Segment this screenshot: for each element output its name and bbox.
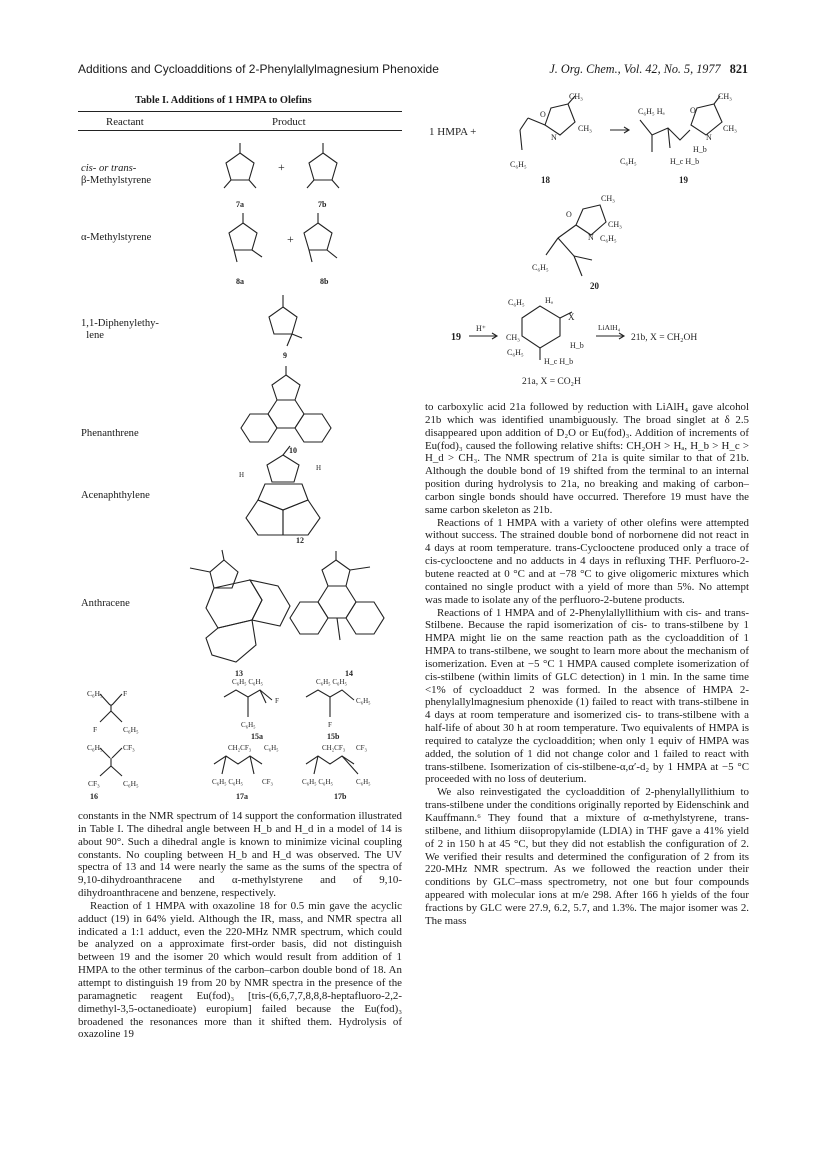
- svg-text:C₆H₅: C₆H₅: [510, 160, 527, 169]
- svg-text:CF₃: CF₃: [356, 744, 368, 752]
- svg-text:CH₂CF₃: CH₂CF₃: [322, 744, 346, 752]
- svg-text:C₆H₅ C₆H₅: C₆H₅ C₆H₅: [316, 678, 347, 686]
- svg-text:C₆H₅ Hₐ: C₆H₅ Hₐ: [638, 107, 665, 116]
- svg-text:F: F: [328, 721, 332, 729]
- label-8b: 8b: [320, 277, 329, 286]
- svg-text:C₆H₅: C₆H₅: [532, 263, 549, 272]
- label-15a: 15a: [251, 732, 263, 741]
- svg-text:C₆H₅ C₆H₅: C₆H₅ C₆H₅: [302, 778, 333, 786]
- svg-text:CH₃: CH₃: [569, 92, 583, 101]
- svg-text:19: 19: [451, 332, 461, 343]
- svg-text:CF₃: CF₃: [262, 778, 274, 786]
- label-17b: 17b: [334, 792, 347, 801]
- table-col-reactant: Reactant: [106, 116, 144, 128]
- svg-text:Hₐ: Hₐ: [545, 296, 553, 305]
- paragraph: We also reinvestigated the cycloaddition of 2-phenylallyllithium to trans-stilbene under the conditions originally reported by Eidenschink and Kauffmann.⁶ They found that a mixture of α-methylstyrene, trans-stilbene, and lithium diisopropylamide (LDIA) in THF gave a 41% yield of 2 in 150 h at 45 °C, but they did not establish the configuration of 2. We verified their results and determined the configuration of 2 from its 220-MHz NMR spectrum. As we followed the reaction under their conditions by GLC–mass spectrometry, not one but four compounds appeared with molecular ions at m/e 298. After 166 h yields of the four fractions by GLC were 27.9, 6.2, 5.7, and 1.3%. The major isomer was 2. The mass: [425, 786, 749, 927]
- running-header-title: Additions and Cycloadditions of 2-Phenylallylmagnesium Phenoxide: [78, 62, 439, 76]
- reactant-diphenylethylene: 1,1-Diphenylethy- lene: [81, 318, 159, 341]
- svg-text:CH₃: CH₃: [608, 220, 622, 229]
- svg-text:N: N: [551, 133, 557, 142]
- svg-text:X: X: [568, 312, 575, 322]
- left-column: [78, 810, 402, 1041]
- label-10: 10: [289, 446, 297, 455]
- svg-text:C₆H₅: C₆H₅: [356, 697, 371, 705]
- label-17a: 17a: [236, 792, 248, 801]
- label-9: 9: [283, 351, 287, 360]
- svg-text:F: F: [275, 697, 279, 705]
- svg-text:C₆H₅: C₆H₅: [123, 725, 139, 734]
- label-21a: 21a, X = CO₂H: [522, 377, 581, 387]
- svg-text:CH₃: CH₃: [723, 124, 737, 133]
- label-20: 20: [590, 281, 599, 291]
- svg-text:N: N: [706, 133, 712, 142]
- svg-text:CH₂CF₃: CH₂CF₃: [228, 744, 252, 752]
- table-title: Table I. Additions of 1 HMPA to Olefins: [135, 95, 312, 106]
- label-15b: 15b: [327, 732, 340, 741]
- label-8a: 8a: [236, 277, 244, 286]
- svg-text:CH₃: CH₃: [718, 92, 732, 101]
- svg-text:C₆H₅: C₆H₅: [241, 721, 256, 729]
- label-16: 16: [90, 792, 98, 801]
- reactant-anthracene: Anthracene: [81, 598, 130, 609]
- svg-text:H: H: [239, 471, 245, 479]
- reactant-methylstyrene: cis- or trans- β-Methylstyrene: [81, 163, 152, 186]
- svg-text:C₆H₅: C₆H₅: [87, 743, 103, 752]
- right-column: [425, 401, 749, 928]
- paragraph: Reactions of 1 HMPA and of 2-Phenylallyllithium with cis- and trans-Stilbene. Because the rapid isomerization of cis- to trans-stilbene by 1 HMPA might lie on the same reaction path as the cycloaddition of 1 HMPA to trans-stilbene, we sought to learn more about the mechanism of isomerization. Even at −5 °C 1 HMPA caused complete isomerization of cis-stilbene (within limits of GLC detection) in 1 min. In the same time <1% of cycloadduct 2 was formed. In the absence of HMPA 2-phenylallylmagnesium phenoxide (1) failed to react with trans-stilbene in 4 days at room temperature and isomerized cis- to trans-stilbene with a half-life of about 30 h at room temperature. Two equivalents of HMPA is required to catalyze the cycloaddition; when only 1 equiv of HMPA was added, the solution of 1 did not change color and 1 failed to react with trans-stilbene. Isomerization of cis-stilbene-α,α′-d₂ by 1 HMPA at −5 °C proceeded with no loss of deuterium.: [425, 606, 749, 786]
- reactant-phenanthrene: Phenanthrene: [81, 428, 139, 439]
- reactant-acenaphthylene: Acenaphthylene: [81, 490, 150, 501]
- svg-text:C₆H₅: C₆H₅: [264, 744, 279, 752]
- paragraph: to carboxylic acid 21a followed by reduction with LiAlH₄ gave alcohol 21b which was identified unambiguously. The broad singlet at δ 2.5 disappeared upon addition of D₂O or Eu(fod)₃. Addition of increments of Eu(fod)₃ caused the following relative shifts: CH₂OH > Hₐ, H_b > H_c > H_d > CH₃. The NMR spectrum of 21a is quite similar to that of 21b. Although the double bond of 19 shifted from the terminal to an internal position during hydrolysis to 21a, no breaking and making of carbon–carbon single bonds should have occurred. Therefore 19 must have the same carbon skeleton as 21b.: [425, 401, 749, 516]
- svg-text:H_b: H_b: [693, 145, 707, 154]
- svg-text:C₆H₅: C₆H₅: [620, 157, 637, 166]
- svg-text:CH₃: CH₃: [578, 124, 592, 133]
- svg-text:C₆H₅: C₆H₅: [507, 348, 524, 357]
- label-14: 14: [345, 669, 353, 678]
- label-7a: 7a: [236, 200, 244, 209]
- label-21b: 21b, X = CH₂OH: [631, 333, 698, 343]
- svg-text:H_c H_b: H_c H_b: [544, 357, 574, 366]
- svg-text:CH₃: CH₃: [506, 333, 520, 342]
- scheme-lialh4: LiAlH₄: [598, 323, 621, 332]
- svg-text:CH₃: CH₃: [601, 194, 615, 203]
- svg-text:F: F: [123, 689, 128, 698]
- svg-text:F: F: [93, 725, 98, 734]
- label-13: 13: [235, 669, 243, 678]
- svg-text:C₆H₅: C₆H₅: [600, 234, 617, 243]
- svg-text:C₆H₅: C₆H₅: [123, 779, 139, 788]
- svg-text:+: +: [278, 160, 285, 174]
- reactant-alpha-methylstyrene: α-Methylstyrene: [81, 232, 152, 243]
- table-col-product: Product: [272, 116, 306, 128]
- label-18: 18: [541, 175, 550, 185]
- svg-text:O: O: [540, 110, 546, 119]
- svg-text:H_b: H_b: [570, 341, 584, 350]
- paragraph: Reaction of 1 HMPA with oxazoline 18 for 0.5 min gave the acyclic adduct (19) in 64% yield. Although the IR, mass, and NMR spectra all indicated a 1:1 adduct, even the 220-MHz NMR spectrum, which could be analyzed on a approximate first-order basis, did not distinguish between 19 and the isomer 20 which would result from addition of 1 HMPA to the other terminus of the carbon–carbon double bond of 18. An attempt to distinguish 19 from 20 by NMR spectra in the presence of the paramagnetic reagent Eu(fod)₃ [tris-(6,6,7,7,8,8,8-heptafluoro-2,2-dimethyl-3,5-octanedioate) europium] failed because the Eu(fod)₃ broadened the resonances more than it shifted them. Hydrolysis of oxazoline 19: [78, 899, 402, 1041]
- structure-20: [546, 205, 606, 276]
- structure-19: [640, 96, 722, 152]
- svg-text:CF₃: CF₃: [123, 743, 135, 752]
- paragraph: constants in the NMR spectrum of 14 support the conformation illustrated in Table I. The dihedral angle between H_b and H_d in a model of 14 is about 90°. Such a dihedral angle is known to minimize vicinal coupling constants. No coupling between H_b and H_d was observed. The UV spectra of 13 and 14 were nearly the same as the sums of the spectra of 9,10-dihydroanthracene and α-methylstyrene and of 9,10-dihydroanthracene and benzene, respectively.: [78, 810, 402, 900]
- svg-text:+: +: [287, 232, 294, 246]
- svg-text:C₆H₅: C₆H₅: [87, 689, 103, 698]
- running-header-journal: J. Org. Chem., Vol. 42, No. 5, 1977 821: [549, 62, 748, 76]
- label-12: 12: [296, 536, 304, 545]
- svg-text:O: O: [690, 106, 696, 115]
- scheme-hmpa: 1 HMPA +: [429, 126, 477, 138]
- svg-text:CF₃: CF₃: [88, 779, 100, 788]
- structure-21: [522, 306, 572, 360]
- svg-text:H: H: [316, 464, 322, 472]
- structure-18: [520, 96, 575, 150]
- svg-text:H_c H_b: H_c H_b: [670, 157, 700, 166]
- svg-text:C₆H₅ C₆H₅: C₆H₅ C₆H₅: [232, 678, 263, 686]
- svg-text:C₆H₅ C₆H₅: C₆H₅ C₆H₅: [212, 778, 243, 786]
- paragraph: Reactions of 1 HMPA with a variety of other olefins were attempted without success. The strained double bond of norbornene did not react in 4 days at room temperature. trans-Cyclooctene produced only a trace of cis-cyclooctene and no adducts in 4 days in refluxing THF. Perfluoro-2-butene reacted at 0 °C and at −78 °C to give oligomeric mixtures which contained no single product with a yield of more than 5%. No attempt was made to isolate any of the perfluoro-2-butene products.: [425, 516, 749, 606]
- label-7b: 7b: [318, 200, 327, 209]
- svg-text:O: O: [566, 210, 572, 219]
- svg-text:C₆H₅: C₆H₅: [356, 778, 371, 786]
- svg-text:N: N: [588, 233, 594, 242]
- label-19: 19: [679, 175, 688, 185]
- svg-text:C₆H₅: C₆H₅: [508, 298, 525, 307]
- scheme-hplus: H⁺: [476, 324, 486, 333]
